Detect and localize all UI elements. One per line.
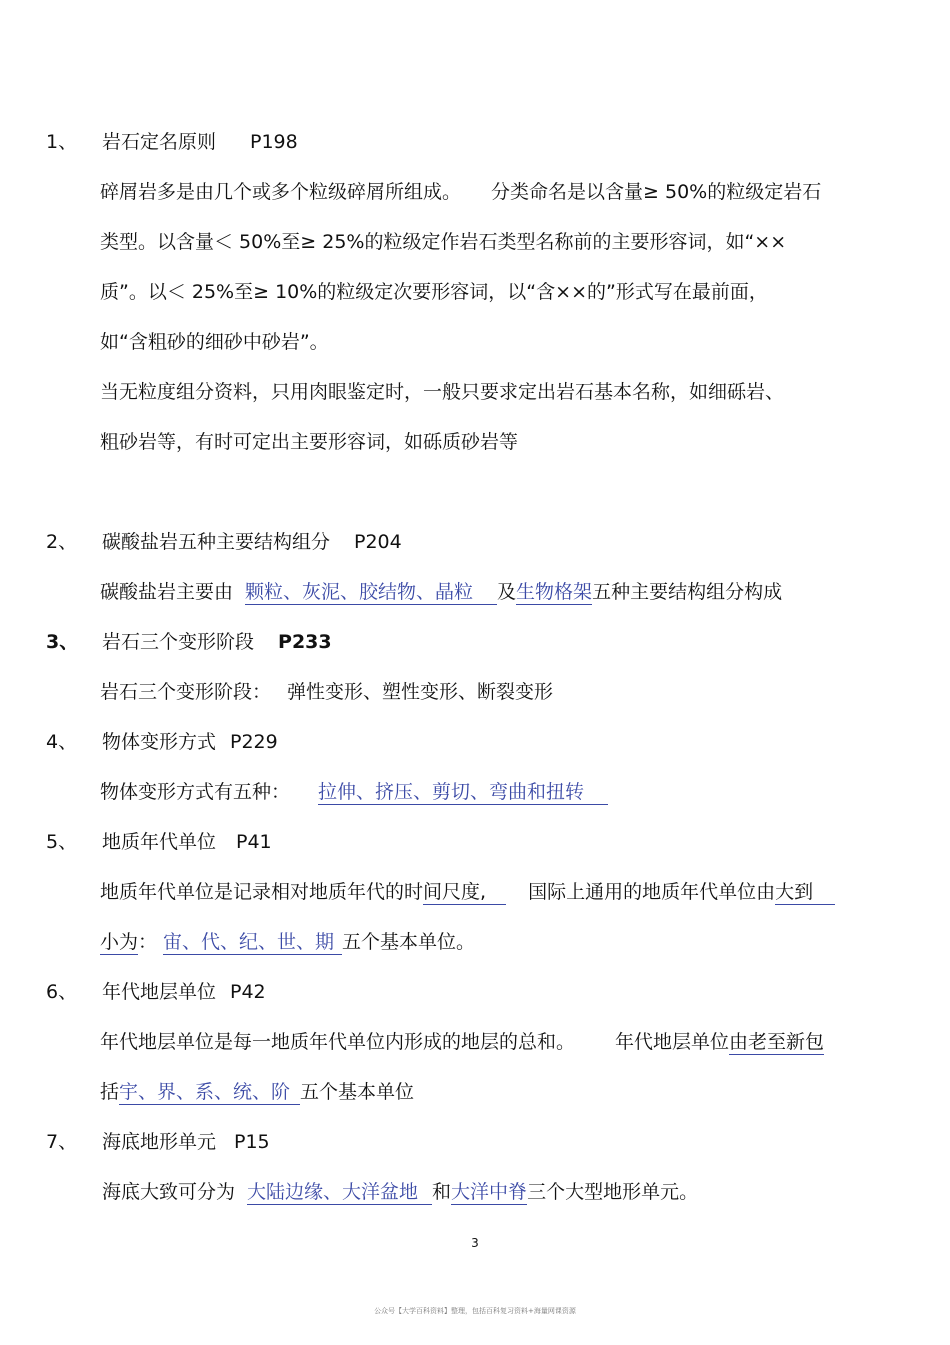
- page-reference: P41: [236, 831, 272, 853]
- section-title: 碳酸盐岩五种主要结构组分: [102, 531, 331, 553]
- paragraph-line: 碳酸盐岩主要由 颗粒、灰泥、胶结物、晶粒 及生物格架五种主要结构组分构成: [100, 581, 783, 603]
- underlined-answer: 大到: [775, 881, 835, 905]
- page-reference: P198: [250, 131, 298, 153]
- underlined-answer: 间尺度,: [423, 881, 506, 905]
- section-title: 海底地形单元: [102, 1131, 217, 1153]
- page-number: 3: [471, 1236, 479, 1250]
- paragraph-line: 如“含粗砂的细砂中砂岩”。: [100, 331, 329, 353]
- paragraph-line: 粗砂岩等，有时可定出主要形容词，如砾质砂岩等: [100, 431, 519, 453]
- underlined-answer: 大洋中脊: [451, 1181, 528, 1203]
- paragraph-line: 海底大致可分为 大陆边缘、大洋盆地 和大洋中脊三个大型地形单元。: [102, 1181, 699, 1203]
- page-reference: P42: [230, 981, 266, 1003]
- paragraph-line: 年代地层单位是每一地质年代单位内形成的地层的总和。 年代地层单位由老至新包: [100, 1031, 825, 1053]
- underlined-answer: 拉伸、挤压、剪切、弯曲和扭转: [318, 781, 608, 805]
- page-reference: P233: [278, 631, 332, 653]
- section-title: 岩石三个变形阶段: [102, 631, 255, 653]
- underlined-answer: 颗粒、灰泥、胶结物、晶粒: [245, 581, 497, 605]
- underlined-answer: 宙、代、纪、世、期: [163, 931, 342, 955]
- paragraph-line: 小为： 宙、代、纪、世、期 五个基本单位。: [100, 931, 476, 953]
- underlined-answer: 大陆边缘、大洋盆地: [247, 1181, 432, 1205]
- section-number: 6、: [46, 981, 78, 1003]
- section-number: 7、: [46, 1131, 78, 1153]
- page-reference: P229: [230, 731, 278, 753]
- underlined-answer: 小为: [100, 931, 139, 953]
- paragraph-line: 类型。以含量＜ 50%至≥ 25%的粒级定作岩石类型名称前的主要形容词，如“××: [100, 231, 787, 253]
- section-number: 4、: [46, 731, 78, 753]
- paragraph-line: 当无粒度组分资料，只用肉眼鉴定时，一般只要求定出岩石基本名称，如细砾岩、: [100, 381, 785, 403]
- paragraph-line: 地质年代单位是记录相对地质年代的时间尺度, 国际上通用的地质年代单位由大到: [100, 880, 835, 904]
- page-reference: P15: [234, 1131, 270, 1153]
- section-number: 3、: [46, 631, 79, 653]
- paragraph-line: 物体变形方式有五种： 拉伸、挤压、剪切、弯曲和扭转: [100, 780, 608, 804]
- paragraph-line: 碎屑岩多是由几个或多个粒级碎屑所组成。 分类命名是以含量≥ 50%的粒级定岩石: [100, 181, 822, 203]
- footer-note: 公众号【大学百科资料】整理，包括百科复习资料+海量网课资源: [374, 1307, 576, 1315]
- paragraph-line: 岩石三个变形阶段： 弹性变形、塑性变形、断裂变形: [100, 681, 554, 703]
- underlined-answer: 由老至新包: [729, 1031, 825, 1053]
- paragraph-line: 括宇、界、系、统、阶 五个基本单位: [100, 1081, 415, 1103]
- underlined-answer: 宇、界、系、统、阶: [119, 1081, 300, 1105]
- section-title: 岩石定名原则: [102, 131, 217, 153]
- section-title: 物体变形方式: [102, 731, 217, 753]
- page-reference: P204: [354, 531, 402, 553]
- section-title: 年代地层单位: [102, 981, 217, 1003]
- section-number: 2、: [46, 531, 78, 553]
- underlined-answer: 生物格架: [516, 581, 593, 603]
- paragraph-line: 质”。以＜ 25%至≥ 10%的粒级定次要形容词，以“含××的”形式写在最前面，: [100, 281, 768, 303]
- section-number: 1、: [46, 131, 78, 153]
- section-number: 5、: [46, 831, 78, 853]
- section-title: 地质年代单位: [102, 831, 217, 853]
